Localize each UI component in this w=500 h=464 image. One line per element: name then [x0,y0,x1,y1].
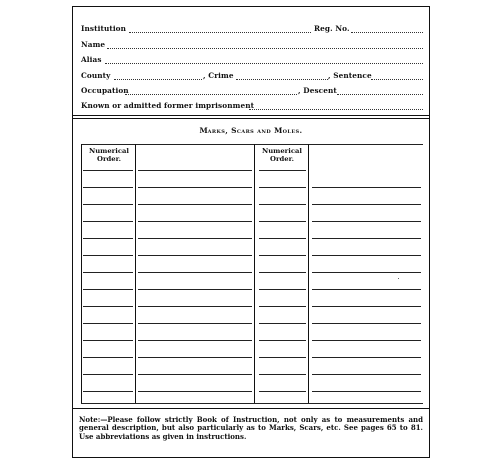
right-numerical-column-divider [308,144,309,403]
left-numerical-column-divider [135,144,136,403]
table-row-line [83,323,133,324]
table-row-line [312,187,421,188]
table-row-line [138,323,252,324]
table-row-line [138,238,252,239]
institution-label: Institution [81,24,127,33]
descent-label: , Descent [298,86,337,95]
institution-field[interactable] [129,32,311,33]
table-row-line [138,289,252,290]
marks-scars-moles-form [72,6,430,458]
table-row-line [259,391,306,392]
table-row-line [312,306,421,307]
table-row-line [259,204,306,205]
table-row-line [312,391,421,392]
table-row-line [138,204,252,205]
occupation-field[interactable] [125,94,297,95]
divider-thin [73,118,429,119]
county-label: County [81,71,111,80]
left-numerical-order-header: Numerical Order. [89,147,129,163]
sentence-field[interactable] [371,79,423,80]
table-row-line [138,306,252,307]
table-row-line [259,170,306,171]
sentence-label: , Sentence [328,71,372,80]
reg-no-label: Reg. No. [314,24,350,33]
former-imprisonment-label: Known or admitted former imprisonment [81,101,255,110]
table-row-line [83,255,133,256]
table-row-line [259,306,306,307]
table-row-line [312,221,421,222]
name-field[interactable] [107,48,423,49]
table-row-line [312,323,421,324]
table-row-line [259,289,306,290]
center-column-divider [254,144,255,403]
table-row-line [83,187,133,188]
table-row-line [138,221,252,222]
alias-field[interactable] [105,63,423,64]
table-row-line [138,272,252,273]
table-bottom-border [81,403,423,404]
crime-field[interactable] [236,79,328,80]
table-row-line [83,306,133,307]
descent-field[interactable] [337,94,423,95]
table-row-line [259,357,306,358]
crime-label: , Crime [203,71,234,80]
table-row-line [138,170,252,171]
table-row-line [138,255,252,256]
table-row-line [312,204,421,205]
table-row-line [138,340,252,341]
table-row-line [312,374,421,375]
name-label: Name [81,40,106,49]
table-row-line [312,340,421,341]
county-field[interactable] [114,79,202,80]
table-row-line [259,221,306,222]
table-row-line [83,272,133,273]
table-row-line [83,238,133,239]
section-heading-rest: arks, Scars and Moles. [207,126,303,135]
table-row-line [83,170,133,171]
table-row-line [138,374,252,375]
table-row-line [312,272,421,273]
divider-thick [73,115,429,116]
alias-label: Alias [81,55,102,64]
section-heading [73,126,429,135]
table-top-border [81,144,423,145]
instructions-note: Note:—Please follow strictly Book of Instruction, not only as to measurements and general description, but also particularly as to Marks, Scars, etc. See pages 65 to 81. Use abbreviations as given in instructions. [79,415,423,441]
note-divider [73,408,429,409]
table-left-border [81,144,82,403]
former-imprisonment-field[interactable] [249,109,423,110]
table-row-line [83,221,133,222]
table-row-line [83,374,133,375]
ink-speck [398,278,399,279]
table-row-line [138,357,252,358]
table-row-line [138,187,252,188]
table-row-line [259,187,306,188]
table-row-line [259,272,306,273]
table-row-line [259,340,306,341]
occupation-label: Occupation [81,86,129,95]
table-row-line [259,238,306,239]
table-row-line [138,391,252,392]
right-numerical-order-header: Numerical Order. [262,147,302,163]
table-row-line [312,255,421,256]
table-row-line [83,289,133,290]
table-row-line [83,340,133,341]
section-heading-initial: M [199,126,208,135]
table-row-line [259,323,306,324]
table-row-line [83,204,133,205]
reg-no-field[interactable] [351,32,423,33]
table-row-line [312,289,421,290]
table-row-line [83,357,133,358]
table-row-line [259,374,306,375]
table-row-line [259,255,306,256]
table-row-line [312,238,421,239]
table-row-line [83,391,133,392]
table-row-line [312,357,421,358]
